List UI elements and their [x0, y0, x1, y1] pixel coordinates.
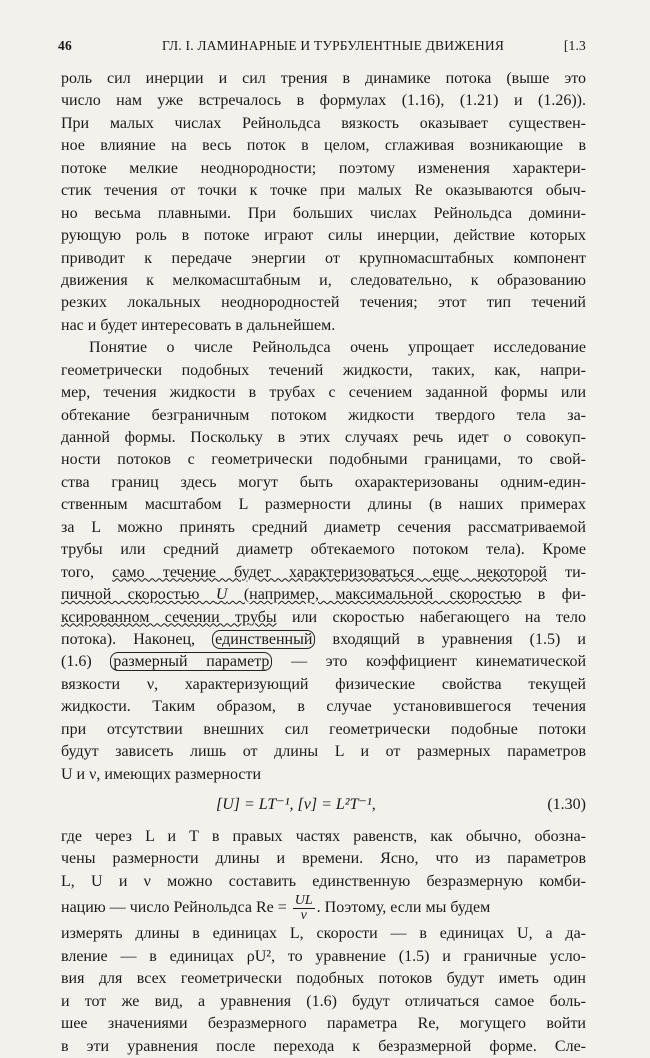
- text-span: в фи-: [521, 586, 586, 604]
- text-line: вязкости ν, характеризующий физические свойства текущей: [61, 675, 586, 693]
- text-span: входящий в уравнения (1.5) и: [315, 630, 586, 648]
- text-line: вление — в единицах ρU², то уравнение (1.5) и граничные усло-: [61, 947, 586, 965]
- text-line: При малых числах Рейнольдса вязкость оказывает существен-: [61, 114, 586, 132]
- underlined-phrase: пичной скоростью: [61, 586, 216, 604]
- page-number: 46: [58, 38, 72, 53]
- text-line: ства границ здесь могут быть охарактеризованы одним-един-: [61, 473, 586, 491]
- text-line: измерять длины в единицах L, скорости — в единицах U, а да-: [61, 925, 586, 943]
- text-line: нас и будет интересовать в дальнейшем.: [61, 316, 336, 334]
- text-line: трубы или средний диаметр обтекаемого потоком тела). Кроме: [61, 541, 586, 559]
- fraction-numerator: UL: [294, 893, 313, 909]
- text-line-marked: [61, 584, 586, 606]
- text-line: число нам уже встречалось в формулах (1.16), (1.21) и (1.26)).: [61, 92, 586, 110]
- text-line: данной формы. Поскольку в этих случаях речь идет о совокуп-: [61, 429, 586, 446]
- text-line: вия для всех геометрически подобных потоков будут иметь один: [61, 970, 586, 988]
- text-span: (1.6): [61, 653, 111, 671]
- running-header: [58, 38, 586, 58]
- text-line: стик течения от точки к точке при малых Re оказываются обыч-: [61, 182, 586, 200]
- text-line: обтекание безграничным потоком жидкости твердого тела за-: [61, 406, 586, 424]
- text-line: геометрически подобных течений жидкости, таких, как, напри-: [61, 361, 586, 379]
- text-line: и тот же вид, а уравнения (1.6) будут отличаться самое боль-: [61, 992, 586, 1010]
- running-title: ГЛ. I. ЛАМИНАРНЫЕ И ТУРБУЛЕНТНЫЕ ДВИЖЕНИЯ: [162, 38, 505, 53]
- text-line: за L можно принять средний диаметр сечения рассматриваемой: [61, 518, 586, 536]
- text-line: ное влияние на весь поток в целом, сглаживая возникающие в: [61, 137, 586, 155]
- text-line: Понятие о числе Рейнольдса очень упрощает исследование: [89, 339, 586, 357]
- text-line: при отсутствии внешних сил геометрически подобные потоки: [61, 720, 586, 738]
- text-line: жидкости. Таким образом, в случае установившегося течения: [61, 698, 586, 716]
- text-line-marked: [61, 629, 586, 651]
- text-line: чены размерности длины и времени. Ясно, что из параметров: [61, 850, 586, 868]
- underlined-phrase: ксированном сечении трубы: [61, 608, 277, 626]
- text-line: U и ν, имеющих размерности: [61, 765, 262, 783]
- section-number: [1.3: [563, 38, 586, 53]
- circled-word: единственный: [212, 630, 315, 649]
- equation-number: (1.30): [547, 796, 586, 813]
- display-equation: [61, 786, 586, 826]
- text-span: нацию — число Рейнольдса Re =: [61, 899, 291, 917]
- text-line: ности потоков с геометрически подобными границами, то свой-: [61, 451, 586, 469]
- fraction-denominator: ν: [300, 908, 307, 924]
- text-span: потока). Наконец,: [61, 630, 213, 648]
- text-line: ственным масштабом L размерности длины (в наших примерах: [61, 496, 586, 514]
- text-line: L, U и ν можно составить единственную безразмерную комби-: [61, 872, 586, 890]
- text-span: или скоростью набегающего на тело: [276, 608, 586, 626]
- reynolds-fraction: [293, 894, 315, 923]
- text-line-fraction: [61, 893, 586, 923]
- text-line: роль сил инерции и сил трения в динамике потока (выше это: [61, 70, 586, 87]
- text-span: ти-: [546, 563, 586, 581]
- text-line: шее значениями безразмерного параметра Re, могущего войти: [61, 1015, 586, 1033]
- text-line: где через L и T в правых частях равенств, как обычно, обозна-: [61, 828, 586, 845]
- text-line: движения к мелкомасштабным и, следовательно, к образованию: [61, 271, 586, 289]
- text-span: . Поэтому, если мы будем: [316, 899, 491, 917]
- text-line: мер, течения жидкости в трубах с сечением заданной формы или: [61, 384, 586, 402]
- text-line: но весьма плавными. При больших числах Рейнольдса домини-: [61, 204, 586, 222]
- text-span: — это коэффициент кинематической: [272, 653, 587, 671]
- underlined-phrase: (например, максимальной скоростью: [227, 586, 522, 604]
- text-line: приводит к передаче энергии от крупномасштабных компонент: [61, 249, 586, 267]
- boxed-phrase: размерный параметр: [110, 652, 272, 671]
- text-line: будут зависеть лишь от длины L и от размерных параметров: [61, 743, 586, 761]
- underlined-symbol: U: [215, 586, 228, 604]
- text-line-marked: [61, 607, 586, 629]
- text-line-marked: [61, 651, 586, 673]
- text-line: резких локальных неоднородностей течения; этот тип течений: [61, 294, 586, 312]
- text-span: того,: [61, 563, 113, 581]
- underlined-phrase: само течение будет характеризоваться еще некоторой: [112, 563, 547, 581]
- equation-formula: [U] = LT⁻¹, [ν] = L²T⁻¹,: [216, 796, 376, 813]
- text-line-marked: [61, 562, 586, 584]
- text-line: рующую роль в потоке играют силы инерции, действие которых: [61, 227, 586, 245]
- text-line: в эти уравнения после перехода к безразмерной форме. Сле-: [61, 1037, 586, 1055]
- page-body: [61, 68, 586, 1058]
- text-line: потоке мелкие неоднородности; поэтому изменения характери-: [61, 159, 586, 177]
